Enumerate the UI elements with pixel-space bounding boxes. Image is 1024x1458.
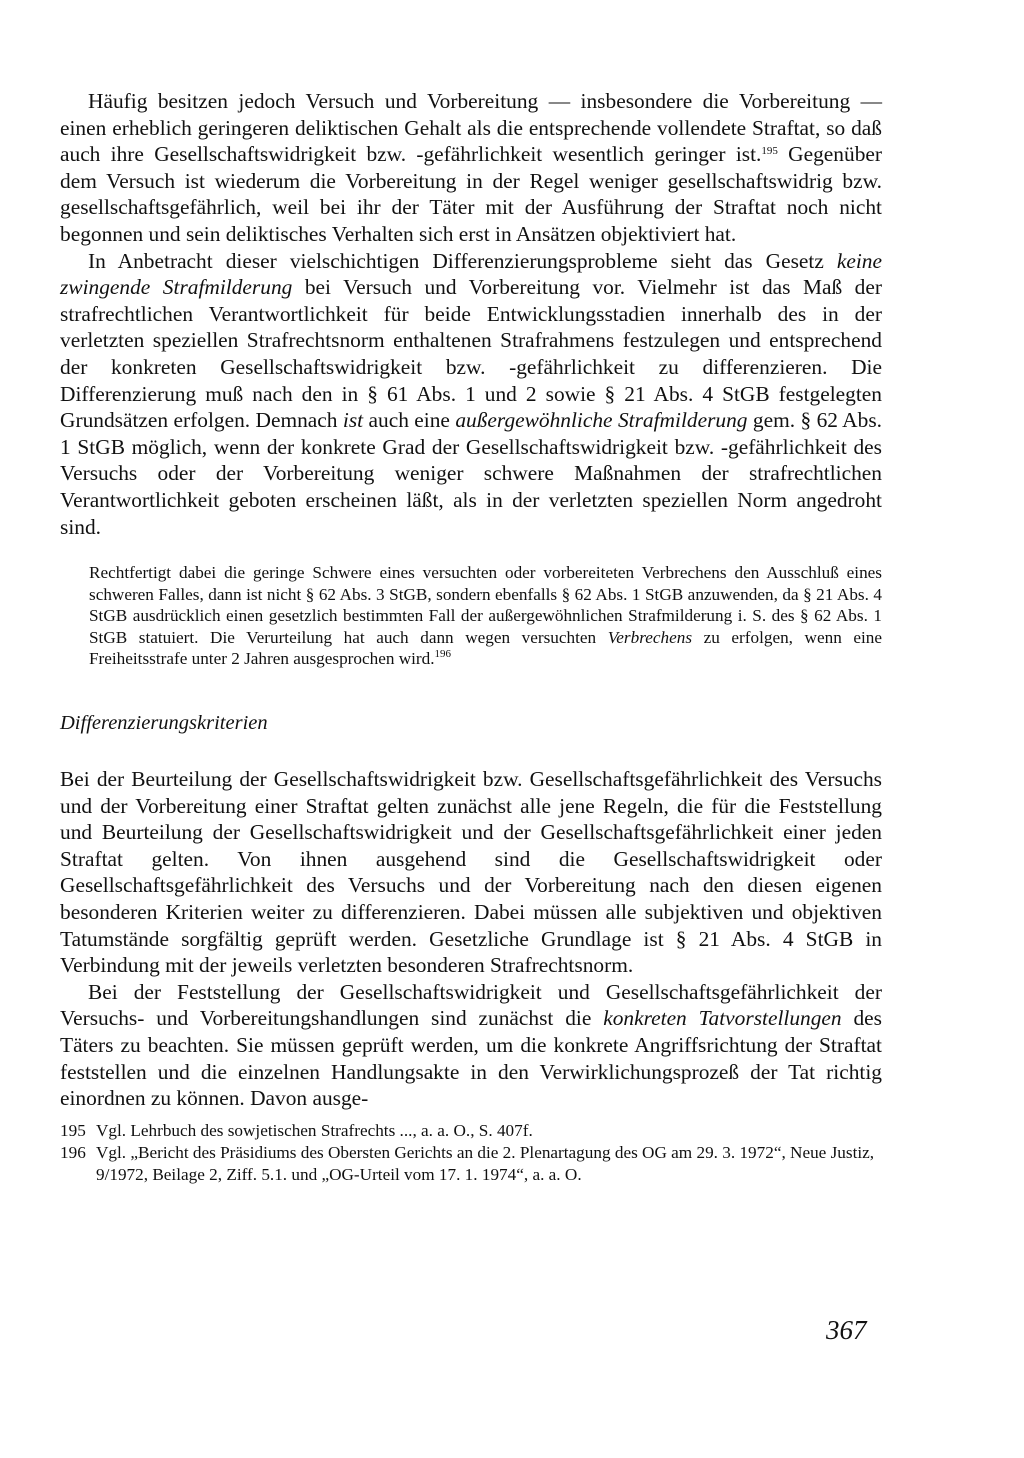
paragraph-2-emphasis-3: außergewöhnliche Strafmilderung [455, 408, 748, 433]
small-print-note [89, 562, 882, 670]
paragraph-2-emphasis-1: keine zwingende Strafmilderung [60, 248, 882, 300]
paragraph-2-text-c: auch eine [363, 408, 456, 433]
paragraph-4-text-b: des Täters zu beachten. Sie müssen geprüft werden, um die konkrete Angriffsrichtung der Straftat feststellen und die einzelnen Handlungsakte in den Verwirklichungsprozeß der Tat richtig einordnen zu können. Davon ausge- [60, 1006, 882, 1111]
footnotes [60, 1120, 882, 1186]
footnote-text: Vgl. Lehrbuch des sowjetischen Strafrechts ..., a. a. O., S. 407f. [96, 1120, 533, 1140]
footnote-number: 195 [60, 1120, 86, 1140]
footnote-ref-196[interactable]: 196 [434, 648, 452, 661]
paragraph-1 [60, 88, 882, 248]
paragraph-1-text-b: Gegenüber dem Versuch ist wiederum die Vorbereitung in der Regel weniger gesellschaftswidrig bzw. gesellschaftsgefährlich, weil bei ihr der Täter mit der Ausführung der Straftat noch nicht begonnen und sein deliktisches Verhalten sich erst in Ansätzen objektiviert hat. [60, 142, 883, 246]
paragraph-2 [60, 248, 882, 541]
note-emphasis: Verbrechens [607, 627, 693, 647]
section-heading: Differenzierungskriterien [60, 712, 268, 735]
note-text-a: Rechtfertigt dabei die geringe Schwere eines versuchten oder vorbereiteten Verbrechens den Ausschluß eines schweren Falles, dann ist nicht § 62 Abs. 3 StGB, sondern ebenfalls § 62 Abs. 1 StGB anzuwenden, da § 21 Abs. 4 StGB ausdrücklich einen gesetzlich bestimmten Fall der außergewöhnlichen Strafmilderung i. S. des § 62 Abs. 1 StGB statuiert. Die Verurteilung hat auch dann wegen versuchten [89, 563, 882, 647]
paragraph-2-emphasis-2: ist [342, 408, 364, 433]
note-text-b: zu erfolgen, wenn eine Freiheitsstrafe unter 2 Jahren ausgesprochen wird. [89, 627, 882, 669]
footnote-195 [60, 1120, 882, 1142]
paragraph-4-emphasis: konkreten Tatvorstellungen [603, 1006, 842, 1031]
paragraph-4-text-a: Bei der Feststellung der Gesellschaftswidrigkeit und Gesellschaftsgefährlichkeit der Versuchs- und Vorbereitungshandlungen sind zunächst die [60, 979, 882, 1031]
paragraph-3: Bei der Beurteilung der Gesellschaftswidrigkeit bzw. Gesellschaftsgefährlichkeit des Versuchs und der Vorbereitung einer Straftat gelten zunächst alle jene Regeln, die für die Feststellung und Beurteilung der Gesellschaftswidrigkeit und der Gesellschaftsgefährlichkeit einer jeden Straftat gelten. Von ihnen ausgehend sind die Gesellschaftswidrigkeit oder Gesellschaftsgefährlichkeit des Versuchs und der Vorbereitung nach den diesen eigenen besonderen Kriterien weiter zu differenzieren. Dabei müssen alle subjektiven und objektiven Tatumstände sorgfältig geprüft werden. Gesetzliche Grundlage ist § 21 Abs. 4 StGB in Verbindung mit der jeweils verletzten besonderen Strafrechtsnorm. [60, 767, 882, 978]
page-number: 367 [826, 1315, 867, 1345]
footnote-ref-195[interactable]: 195 [761, 145, 778, 158]
page-body [60, 88, 882, 1186]
paragraph-2-text-d: gem. § 62 Abs. 1 StGB möglich, wenn der konkrete Grad der Gesellschaftswidrigkeit bzw. -gefährlichkeit des Versuchs oder der Vorbereitung weniger schwere Maßnahmen der strafrechtlichen Verantwortlichkeit geboten erscheinen läßt, als in der verletzten speziellen Norm angedroht sind. [60, 408, 883, 539]
paragraph-2-text-a: In Anbetracht dieser vielschichtigen Differenzierungsprobleme sieht das Gesetz [88, 248, 837, 273]
footnote-text: Vgl. „Bericht des Präsidiums des Obersten Gerichts an die 2. Plenartagung des OG am 29. 3. 1972“, Neue Justiz, 9/1972, Beilage 2, Ziff. 5.1. und „OG-Urteil vom 17. 1. 1974“, a. a. O. [96, 1142, 875, 1184]
paragraph-1-text-a: Häufig besitzen jedoch Versuch und Vorbereitung — insbesondere die Vorbereitung — einen erheblich geringeren deliktischen Gehalt als die entsprechende vollendete Straftat, so daß auch ihre Gesellschaftswidrigkeit bzw. -gefährlichkeit wesentlich geringer ist. [60, 89, 882, 167]
footnote-number: 196 [60, 1142, 86, 1162]
paragraph-2-text-b: bei Versuch und Vorbereitung vor. Vielmehr ist das Maß der strafrechtlichen Verantwortlichkeit für beide Entwicklungsstadien innerhalb des in der verletzten speziellen Strafrechtsnorm enthaltenen Strafrahmens festzulegen und entsprechend der konkreten Gesellschaftswidrigkeit bzw. -gefährlichkeit zu differenzieren. Die Differenzierung muß nach den in § 61 Abs. 1 und 2 sowie § 21 Abs. 4 StGB festgelegten Grundsätzen erfolgen. Demnach [60, 275, 882, 433]
footnote-196 [60, 1142, 882, 1186]
paragraph-4 [60, 979, 882, 1112]
